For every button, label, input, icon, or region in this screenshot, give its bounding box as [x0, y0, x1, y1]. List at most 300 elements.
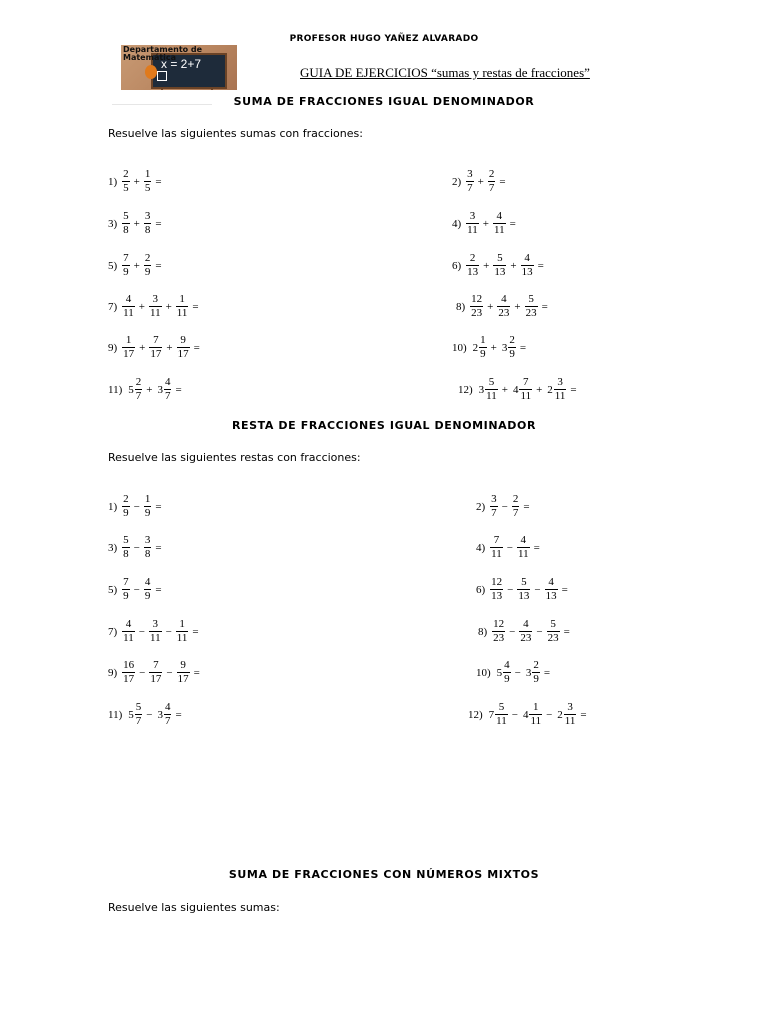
square-icon [157, 71, 167, 81]
denominator: 9 [144, 266, 151, 278]
exercise-item [478, 618, 573, 645]
whole-number: 3 [525, 666, 532, 679]
equals-sign: = [570, 383, 577, 396]
fraction [495, 701, 508, 728]
exercise-item [108, 576, 165, 603]
exercise-number: 6) [452, 259, 462, 272]
numerator: 4 [520, 534, 527, 546]
numerator: 4 [164, 701, 171, 713]
fraction [164, 376, 172, 403]
denominator: 11 [496, 715, 507, 727]
operator-sign: + [139, 341, 146, 354]
section-instruction-resta: Resuelve las siguientes restas con fracciones: [108, 451, 361, 464]
fraction [492, 618, 505, 645]
equals-sign: = [193, 666, 200, 679]
fraction [122, 576, 130, 603]
numerator: 4 [523, 618, 529, 630]
exercise-item [108, 168, 165, 195]
exercise-item [452, 168, 509, 195]
exercise-number: 4) [476, 541, 486, 554]
exercise-item [108, 493, 165, 520]
fraction [547, 618, 560, 645]
denominator: 5 [123, 182, 129, 194]
denominator: 17 [177, 673, 189, 685]
denominator: 7 [135, 715, 142, 727]
exercise-number: 8) [456, 300, 466, 313]
equals-sign: = [537, 259, 544, 272]
operator-sign: − [165, 625, 172, 638]
denominator: 9 [480, 348, 486, 360]
exercise-number: 1) [108, 500, 118, 513]
numerator: 4 [144, 576, 151, 588]
fraction [122, 252, 130, 279]
fraction [122, 210, 130, 237]
denominator: 11 [491, 548, 502, 560]
fraction [532, 659, 540, 686]
operator-sign: − [166, 666, 173, 679]
denominator: 13 [545, 590, 557, 602]
denominator: 11 [123, 632, 134, 644]
fraction [176, 293, 189, 320]
operator-sign: + [138, 300, 145, 313]
equals-sign: = [563, 625, 570, 638]
fraction [490, 576, 503, 603]
operator-sign: + [514, 300, 521, 313]
logo-department-text: Departamento de Matemática [123, 45, 203, 62]
equals-sign: = [192, 625, 199, 638]
fraction [176, 618, 189, 645]
equals-sign: = [523, 500, 530, 513]
numerator: 12 [491, 576, 503, 588]
exercise-item [108, 334, 203, 361]
operator-sign: + [146, 383, 153, 396]
numerator: 1 [533, 701, 539, 713]
fraction [529, 701, 542, 728]
operator-sign: − [138, 625, 145, 638]
whole-number: 4 [512, 383, 519, 396]
equals-sign: = [499, 175, 506, 188]
exercise-item [108, 618, 202, 645]
denominator: 11 [493, 224, 505, 236]
exercise-item [456, 293, 551, 320]
operator-sign: − [511, 708, 518, 721]
exercise-item [458, 376, 580, 403]
denominator: 23 [547, 632, 559, 644]
exercise-number: 8) [478, 625, 488, 638]
exercise-number: 3) [108, 217, 118, 230]
exercise-item [108, 659, 203, 686]
denominator: 11 [486, 390, 497, 402]
denominator: 9 [504, 673, 510, 685]
denominator: 9 [509, 348, 515, 360]
numerator: 3 [152, 293, 159, 305]
denominator: 7 [512, 507, 519, 519]
department-logo [121, 45, 237, 90]
denominator: 17 [123, 348, 135, 360]
operator-sign: − [133, 500, 140, 513]
denominator: 11 [467, 224, 478, 236]
numerator: 5 [528, 293, 534, 305]
denominator: 13 [494, 266, 506, 278]
denominator: 7 [488, 182, 495, 194]
numerator: 2 [123, 493, 129, 505]
equals-sign: = [519, 341, 527, 354]
fraction [512, 493, 520, 520]
numerator: 2 [488, 168, 495, 180]
exercise-item [452, 252, 547, 279]
fraction [554, 376, 567, 403]
exercise-number: 12) [468, 708, 483, 721]
numerator: 2 [135, 376, 142, 388]
exercise-number: 10) [452, 341, 467, 354]
numerator: 2 [512, 493, 519, 505]
exercise-item [452, 334, 529, 361]
numerator: 5 [498, 701, 505, 713]
fraction [466, 210, 479, 237]
exercise-item [476, 534, 543, 561]
denominator: 9 [144, 590, 151, 602]
whole-number: 3 [478, 383, 485, 396]
fraction [149, 293, 162, 320]
whole-number: 2 [557, 708, 563, 721]
denominator: 9 [123, 266, 129, 278]
numerator: 5 [497, 252, 503, 264]
exercise-item [476, 659, 553, 686]
operator-sign: + [483, 259, 490, 272]
operator-sign: + [501, 383, 508, 396]
denominator: 7 [164, 390, 171, 402]
denominator: 17 [177, 348, 189, 360]
equals-sign: = [175, 383, 182, 396]
numerator: 1 [179, 293, 185, 305]
numerator: 4 [524, 252, 530, 264]
denominator: 11 [520, 390, 532, 402]
section-instruction-mixtos: Resuelve las siguientes sumas: [108, 901, 280, 914]
denominator: 8 [123, 548, 129, 560]
fraction [122, 293, 135, 320]
denominator: 9 [123, 507, 129, 519]
whole-number: 5 [128, 383, 134, 396]
numerator: 7 [493, 534, 500, 546]
operator-sign: − [146, 708, 153, 721]
fraction [493, 252, 506, 279]
denominator: 9 [533, 673, 539, 685]
fraction [177, 659, 190, 686]
fraction [485, 376, 498, 403]
whole-number: 4 [522, 708, 529, 721]
whole-number: 5 [496, 666, 503, 679]
exercise-number: 11) [108, 383, 123, 396]
numerator: 4 [504, 659, 510, 671]
operator-sign: − [139, 666, 146, 679]
exercise-item [452, 210, 519, 237]
operator-sign: + [133, 175, 140, 188]
numerator: 5 [135, 701, 142, 713]
whole-number: 3 [501, 341, 508, 354]
fraction [545, 576, 558, 603]
fraction [122, 618, 135, 645]
fraction [164, 701, 172, 728]
equals-sign: = [155, 259, 162, 272]
denominator: 23 [493, 632, 505, 644]
operator-sign: − [507, 583, 514, 596]
numerator: 3 [144, 210, 151, 222]
denominator: 17 [150, 348, 162, 360]
fraction [466, 168, 474, 195]
denominator: 13 [521, 266, 533, 278]
numerator: 3 [467, 168, 473, 180]
exercise-item [476, 576, 571, 603]
exercise-item [108, 701, 185, 728]
whole-number: 2 [472, 341, 479, 354]
operator-sign: − [514, 666, 521, 679]
section-heading-resta: RESTA DE FRACCIONES IGUAL DENOMINADOR [231, 419, 537, 432]
equals-sign: = [543, 666, 551, 679]
exercise-number: 3) [108, 541, 118, 554]
numerator: 16 [123, 659, 135, 671]
exercise-item [108, 293, 202, 320]
operator-sign: + [510, 259, 517, 272]
fraction [517, 534, 530, 561]
numerator: 1 [144, 493, 151, 505]
numerator: 4 [125, 293, 132, 305]
operator-sign: + [166, 341, 173, 354]
numerator: 5 [521, 576, 527, 588]
exercise-number: 5) [108, 259, 118, 272]
denominator: 17 [123, 673, 135, 685]
numerator: 3 [152, 618, 159, 630]
equals-sign: = [533, 541, 540, 554]
exercise-number: 5) [108, 583, 118, 596]
fraction [122, 659, 135, 686]
fraction [519, 376, 532, 403]
equals-sign: = [155, 500, 162, 513]
denominator: 23 [525, 307, 537, 319]
numerator: 3 [491, 493, 497, 505]
exercise-item [108, 534, 165, 561]
exercise-item [108, 252, 165, 279]
denominator: 11 [517, 548, 529, 560]
equals-sign: = [192, 300, 199, 313]
operator-sign: + [490, 341, 497, 354]
fraction [470, 293, 483, 320]
denominator: 9 [123, 590, 129, 602]
fraction [490, 534, 503, 561]
operator-sign: − [536, 625, 543, 638]
numerator: 4 [501, 293, 507, 305]
denominator: 7 [491, 507, 497, 519]
numerator: 4 [496, 210, 503, 222]
operator-sign: + [482, 217, 489, 230]
equals-sign: = [155, 217, 162, 230]
fraction [144, 168, 152, 195]
fraction [519, 618, 532, 645]
exercise-number: 12) [458, 383, 473, 396]
denominator: 8 [123, 224, 129, 236]
exercise-item [108, 376, 185, 403]
denominator: 8 [144, 224, 151, 236]
equals-sign: = [155, 583, 162, 596]
numerator: 1 [144, 168, 151, 180]
numerator: 12 [493, 618, 505, 630]
exercise-item [476, 493, 533, 520]
exercise-item [468, 701, 590, 728]
exercise-item [108, 210, 165, 237]
whole-number: 3 [157, 708, 163, 721]
exercise-number: 1) [108, 175, 118, 188]
fraction [149, 659, 162, 686]
exercise-number: 9) [108, 666, 118, 679]
exercise-number: 2) [452, 175, 462, 188]
operator-sign: − [534, 583, 541, 596]
numerator: 1 [125, 334, 132, 346]
exercise-number: 7) [108, 300, 118, 313]
operator-sign: + [536, 383, 543, 396]
fraction [177, 334, 190, 361]
fraction [122, 334, 135, 361]
guide-title: GUIA DE EJERCICIOS “sumas y restas de fracciones” [300, 65, 590, 80]
equals-sign: = [193, 341, 200, 354]
numerator: 2 [509, 334, 515, 346]
operator-sign: − [546, 708, 553, 721]
fraction [521, 252, 534, 279]
fraction [517, 576, 530, 603]
denominator: 11 [554, 390, 566, 402]
fraction [493, 210, 506, 237]
denominator: 11 [530, 715, 542, 727]
fraction [144, 534, 152, 561]
operator-sign: + [477, 175, 484, 188]
denominator: 23 [471, 307, 483, 319]
numerator: 2 [469, 252, 476, 264]
exercise-number: 10) [476, 666, 491, 679]
denominator: 11 [176, 307, 188, 319]
operator-sign: + [487, 300, 494, 313]
section-instruction-suma: Resuelve las siguientes sumas con fracciones: [108, 127, 363, 140]
fraction [508, 334, 516, 361]
exercise-number: 6) [476, 583, 486, 596]
denominator: 17 [150, 673, 162, 685]
exercise-number: 9) [108, 341, 118, 354]
exercise-number: 2) [476, 500, 486, 513]
numerator: 1 [179, 618, 185, 630]
whole-number: 3 [157, 383, 163, 396]
fraction [135, 701, 143, 728]
denominator: 23 [520, 632, 532, 644]
equals-sign: = [175, 708, 182, 721]
denominator: 13 [518, 590, 530, 602]
fraction [479, 334, 487, 361]
numerator: 12 [471, 293, 483, 305]
numerator: 2 [144, 252, 151, 264]
numerator: 7 [123, 576, 129, 588]
fraction [466, 252, 479, 279]
operator-sign: − [133, 583, 140, 596]
numerator: 4 [548, 576, 554, 588]
denominator: 5 [144, 182, 151, 194]
equals-sign: = [561, 583, 568, 596]
equals-sign: = [509, 217, 516, 230]
operator-sign: − [509, 625, 516, 638]
numerator: 4 [125, 618, 132, 630]
fraction [144, 252, 152, 279]
denominator: 13 [491, 590, 503, 602]
denominator: 7 [164, 715, 171, 727]
owl-icon [145, 65, 157, 79]
numerator: 2 [533, 659, 539, 671]
denominator: 11 [149, 307, 161, 319]
equals-sign: = [155, 175, 162, 188]
fraction [503, 659, 511, 686]
whole-number: 7 [488, 708, 495, 721]
numerator: 7 [153, 334, 159, 346]
numerator: 9 [180, 334, 186, 346]
fraction [497, 293, 510, 320]
whole-number: 5 [128, 708, 134, 721]
numerator: 5 [123, 534, 129, 546]
numerator: 3 [567, 701, 573, 713]
numerator: 3 [469, 210, 476, 222]
denominator: 23 [498, 307, 510, 319]
fraction [144, 493, 152, 520]
fraction [122, 493, 130, 520]
equals-sign: = [155, 541, 162, 554]
logo-equation: x = 2+7 [161, 57, 202, 71]
denominator: 11 [123, 307, 134, 319]
numerator: 5 [488, 376, 495, 388]
fraction [490, 493, 498, 520]
numerator: 5 [550, 618, 556, 630]
denominator: 13 [467, 266, 479, 278]
fraction [135, 376, 143, 403]
numerator: 2 [123, 168, 129, 180]
fraction [525, 293, 538, 320]
operator-sign: − [501, 500, 508, 513]
fraction [488, 168, 496, 195]
numerator: 4 [164, 376, 171, 388]
denominator: 7 [467, 182, 473, 194]
equals-sign: = [541, 300, 548, 313]
operator-sign: − [506, 541, 513, 554]
fraction [149, 618, 162, 645]
operator-sign: + [165, 300, 172, 313]
numerator: 9 [180, 659, 186, 671]
operator-sign: + [133, 217, 140, 230]
denominator: 7 [135, 390, 142, 402]
exercise-number: 11) [108, 708, 123, 721]
denominator: 11 [564, 715, 576, 727]
denominator: 8 [144, 548, 151, 560]
denominator: 11 [149, 632, 161, 644]
fraction [564, 701, 577, 728]
denominator: 9 [144, 507, 151, 519]
fraction [144, 210, 152, 237]
numerator: 3 [144, 534, 151, 546]
fraction [122, 534, 130, 561]
fraction [144, 576, 152, 603]
operator-sign: + [133, 259, 140, 272]
denominator: 11 [176, 632, 188, 644]
numerator: 1 [480, 334, 486, 346]
numerator: 7 [523, 376, 529, 388]
exercise-number: 4) [452, 217, 462, 230]
exercise-number: 7) [108, 625, 118, 638]
numerator: 5 [123, 210, 129, 222]
fraction [122, 168, 130, 195]
equals-sign: = [580, 708, 587, 721]
numerator: 7 [123, 252, 129, 264]
operator-sign: − [133, 541, 140, 554]
